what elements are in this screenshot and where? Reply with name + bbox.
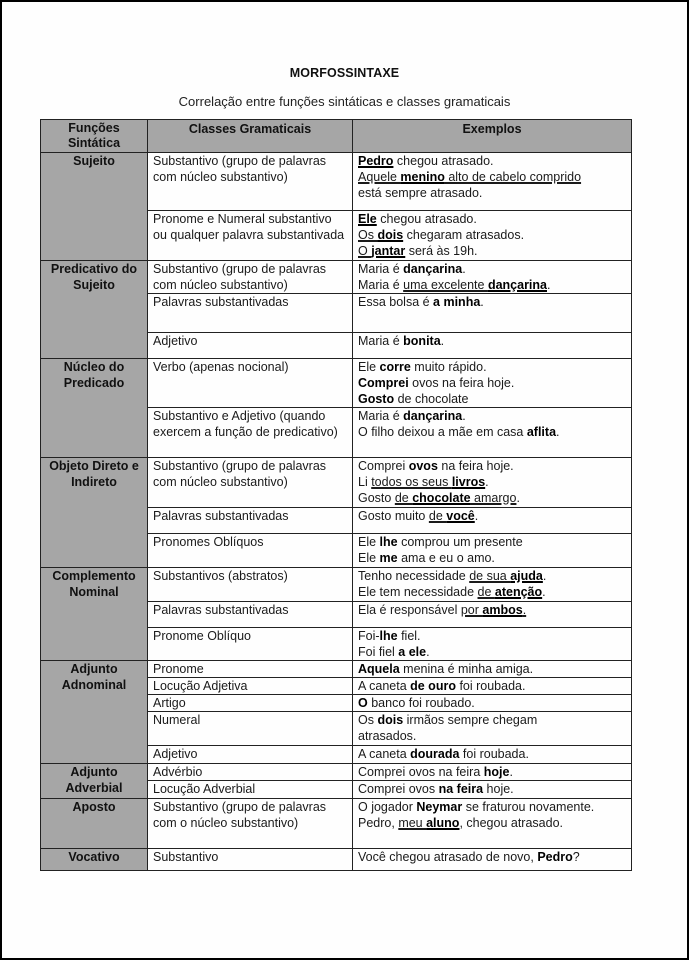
example-text: amargo xyxy=(470,491,517,505)
example-line xyxy=(358,602,626,618)
highlighted-term: lhe xyxy=(379,629,398,643)
example-line xyxy=(358,408,626,424)
highlighted-term: hoje xyxy=(483,765,510,779)
example-text: Tenho necessidade xyxy=(358,569,470,583)
class-cell: Pronomes Oblíquos xyxy=(148,534,353,568)
example-cell xyxy=(353,661,632,678)
class-cell: Numeral xyxy=(148,712,353,746)
example-line xyxy=(358,849,626,865)
example-text: Comprei xyxy=(358,459,409,473)
example-line xyxy=(358,534,626,550)
highlighted-term: lhe xyxy=(379,535,398,549)
class-cell: Substantivo (grupo de palavras com núcleo substantivo) xyxy=(148,153,353,211)
example-text: , chegou atrasado. xyxy=(459,816,563,830)
example-text: . xyxy=(547,278,551,292)
header-exemplos: Exemplos xyxy=(353,120,632,153)
example-line xyxy=(358,185,626,201)
example-cell xyxy=(353,294,632,333)
highlighted-term: bonita xyxy=(403,334,441,348)
example-cell xyxy=(353,458,632,508)
example-line xyxy=(358,169,626,185)
example-text: . xyxy=(542,569,547,583)
highlighted-term: atenção xyxy=(494,585,543,599)
function-cell: Predicativo do Sujeito xyxy=(41,261,148,359)
example-text: uma excelente xyxy=(403,278,488,292)
example-text: Li xyxy=(358,475,372,489)
example-text: Aquele xyxy=(358,170,401,184)
example-text: fiel. xyxy=(397,629,421,643)
example-text: Maria é xyxy=(358,262,404,276)
highlighted-term: Aquela xyxy=(358,662,400,676)
example-text: chegou atrasado. xyxy=(376,212,477,226)
example-cell xyxy=(353,746,632,764)
example-text: Ele xyxy=(358,360,380,374)
class-cell: Substantivo (grupo de palavras com núcleo substantivo) xyxy=(148,458,353,508)
example-text: banco foi roubado. xyxy=(367,696,475,710)
example-text: A caneta xyxy=(358,747,411,761)
example-line xyxy=(358,261,626,277)
morphosyntax-table xyxy=(40,119,632,871)
example-line xyxy=(358,424,626,440)
example-cell xyxy=(353,408,632,458)
example-line xyxy=(358,333,626,349)
example-text: chegou atrasado. xyxy=(393,154,494,168)
example-text: hoje. xyxy=(483,782,514,796)
class-cell: Palavras substantivadas xyxy=(148,508,353,534)
highlighted-term: livros xyxy=(451,475,486,489)
example-text: alto de cabelo comprido xyxy=(444,170,582,184)
example-text: por xyxy=(460,603,483,617)
header-classes: Classes Gramaticais xyxy=(148,120,353,153)
example-cell xyxy=(353,764,632,781)
example-line xyxy=(358,508,626,524)
example-text: será às 19h. xyxy=(405,244,478,258)
example-text: . xyxy=(462,262,466,276)
highlighted-term: aluno xyxy=(426,816,460,830)
example-text: Os xyxy=(358,228,378,242)
header-funcoes: Funções Sintática xyxy=(41,120,148,153)
example-line xyxy=(358,799,626,815)
example-text: muito rápido. xyxy=(410,360,487,374)
example-text: Você chegou atrasado de novo, xyxy=(358,850,538,864)
highlighted-term: aflita xyxy=(526,425,557,439)
example-cell xyxy=(353,534,632,568)
example-line xyxy=(358,568,626,584)
example-text: . xyxy=(516,491,520,505)
example-line xyxy=(358,490,626,506)
example-text: foi roubada. xyxy=(455,679,526,693)
table-row xyxy=(41,261,632,294)
example-text: Ela é responsável xyxy=(358,603,461,617)
example-text: Ele tem necessidade xyxy=(358,585,478,599)
example-line xyxy=(358,277,626,293)
highlighted-term: dourada xyxy=(410,747,460,761)
example-line xyxy=(358,474,626,490)
example-cell xyxy=(353,568,632,602)
example-cell xyxy=(353,628,632,661)
example-text: Essa bolsa é xyxy=(358,295,434,309)
class-cell: Palavras substantivadas xyxy=(148,602,353,628)
example-line xyxy=(358,764,626,780)
example-text: A caneta xyxy=(358,679,411,693)
class-cell: Substantivo (grupo de palavras com o núcleo substantivo) xyxy=(148,799,353,849)
example-line xyxy=(358,391,626,407)
example-text: . xyxy=(556,425,560,439)
table-row xyxy=(41,849,632,871)
example-cell xyxy=(353,211,632,261)
example-line xyxy=(358,458,626,474)
example-text: chegaram atrasados. xyxy=(403,228,525,242)
example-text: . xyxy=(485,475,489,489)
example-text: meu xyxy=(398,816,427,830)
example-text: menina é minha amiga. xyxy=(399,662,534,676)
example-cell xyxy=(353,695,632,712)
example-text: se fraturou novamente. xyxy=(462,800,595,814)
highlighted-term: dançarina xyxy=(403,262,463,276)
highlighted-term: Pedro xyxy=(358,154,394,168)
example-text: Ele xyxy=(358,551,380,565)
class-cell: Locução Adjetiva xyxy=(148,678,353,695)
example-text: Gosto muito xyxy=(358,509,429,523)
table-row xyxy=(41,153,632,211)
example-text: . xyxy=(480,295,484,309)
example-cell xyxy=(353,602,632,628)
highlighted-term: Gosto xyxy=(358,392,395,406)
example-line xyxy=(358,712,626,728)
example-text: Gosto xyxy=(358,491,395,505)
example-text: . xyxy=(474,509,479,523)
document-title: MORFOSSINTAXE xyxy=(289,66,400,80)
example-cell xyxy=(353,849,632,871)
example-line xyxy=(358,695,626,711)
example-line xyxy=(358,294,626,310)
example-line xyxy=(358,815,626,831)
function-cell: Complemento Nominal xyxy=(41,568,148,661)
example-text: foi roubada. xyxy=(459,747,529,761)
example-cell xyxy=(353,508,632,534)
class-cell: Verbo (apenas nocional) xyxy=(148,359,353,408)
class-cell: Substantivos (abstratos) xyxy=(148,568,353,602)
example-text: . xyxy=(440,334,445,348)
table-row xyxy=(41,799,632,849)
example-text: Comprei ovos na feira xyxy=(358,765,484,779)
highlighted-term: Comprei xyxy=(358,376,409,390)
function-cell: Vocativo xyxy=(41,849,148,871)
example-text: de xyxy=(477,585,495,599)
class-cell: Pronome Oblíquo xyxy=(148,628,353,661)
example-line xyxy=(358,375,626,391)
class-cell: Advérbio xyxy=(148,764,353,781)
example-text: de chocolate xyxy=(394,392,469,406)
highlighted-term: ovos xyxy=(408,459,438,473)
example-text: Pedro, xyxy=(358,816,399,830)
class-cell: Artigo xyxy=(148,695,353,712)
highlighted-term: O xyxy=(358,696,368,710)
example-text: . xyxy=(542,585,546,599)
highlighted-term: chocolate xyxy=(412,491,471,505)
highlighted-term: Pedro xyxy=(537,850,573,864)
example-line xyxy=(358,153,626,169)
example-text: de xyxy=(428,509,447,523)
example-line xyxy=(358,550,626,566)
highlighted-term: Ele xyxy=(358,212,377,226)
example-line xyxy=(358,661,626,677)
function-cell: Adjunto Adnominal xyxy=(41,661,148,764)
function-cell: Sujeito xyxy=(41,153,148,261)
example-line xyxy=(358,628,626,644)
highlighted-term: jantar xyxy=(371,244,406,258)
example-text: está sempre atrasado. xyxy=(358,186,483,200)
example-text: O filho deixou a mãe em casa xyxy=(358,425,527,439)
function-cell: Aposto xyxy=(41,799,148,849)
example-text: na feira hoje. xyxy=(437,459,514,473)
example-text: todos os seus xyxy=(371,475,452,489)
highlighted-term: menino xyxy=(400,170,445,184)
example-text: irmãos sempre chegam xyxy=(403,713,538,727)
example-line xyxy=(358,211,626,227)
example-text: . xyxy=(426,645,430,659)
example-line xyxy=(358,243,626,259)
example-cell xyxy=(353,712,632,746)
example-text: Comprei ovos xyxy=(358,782,439,796)
function-cell: Objeto Direto e Indireto xyxy=(41,458,148,568)
table-header-row xyxy=(41,120,632,153)
class-cell: Palavras substantivadas xyxy=(148,294,353,333)
example-text: atrasados. xyxy=(358,729,417,743)
example-text: Foi fiel xyxy=(358,645,399,659)
example-line xyxy=(358,644,626,660)
example-line xyxy=(358,359,626,375)
example-line xyxy=(358,746,626,762)
class-cell: Adjetivo xyxy=(148,333,353,359)
highlighted-term: dançarina xyxy=(487,278,547,292)
table-row xyxy=(41,458,632,508)
document-subtitle: Correlação entre funções sintáticas e classes gramaticais xyxy=(178,94,511,109)
example-text: de sua xyxy=(469,569,511,583)
class-cell: Pronome e Numeral substantivo ou qualquer palavra substantivada xyxy=(148,211,353,261)
example-cell xyxy=(353,153,632,211)
example-text: . xyxy=(509,765,513,779)
class-cell: Locução Adverbial xyxy=(148,781,353,799)
example-line xyxy=(358,584,626,600)
highlighted-term: a ele xyxy=(398,645,427,659)
example-cell xyxy=(353,359,632,408)
example-text: ama e eu o amo. xyxy=(397,551,495,565)
example-text: . xyxy=(522,603,527,617)
highlighted-term: de ouro xyxy=(410,679,456,693)
highlighted-term: dois xyxy=(377,228,404,242)
table-row xyxy=(41,661,632,678)
example-cell xyxy=(353,261,632,294)
example-text: ? xyxy=(572,850,580,864)
class-cell: Substantivo xyxy=(148,849,353,871)
table-row xyxy=(41,568,632,602)
example-line xyxy=(358,678,626,694)
highlighted-term: dois xyxy=(377,713,404,727)
function-cell: Adjunto Adverbial xyxy=(41,764,148,799)
function-cell: Núcleo do Predicado xyxy=(41,359,148,458)
example-text: de xyxy=(394,491,413,505)
example-line xyxy=(358,781,626,797)
example-text: O xyxy=(358,244,372,258)
table-row xyxy=(41,359,632,408)
example-cell xyxy=(353,781,632,799)
table-row xyxy=(41,764,632,781)
example-text: Maria é xyxy=(358,334,404,348)
highlighted-term: ambos xyxy=(482,603,523,617)
highlighted-term: na feira xyxy=(438,782,484,796)
example-text: O jogador xyxy=(358,800,417,814)
highlighted-term: corre xyxy=(379,360,411,374)
highlighted-term: dançarina xyxy=(403,409,463,423)
highlighted-term: você xyxy=(446,509,475,523)
example-text: comprou um presente xyxy=(397,535,523,549)
example-line xyxy=(358,728,626,744)
example-cell xyxy=(353,333,632,359)
highlighted-term: Neymar xyxy=(416,800,463,814)
example-line xyxy=(358,227,626,243)
table-body xyxy=(41,153,632,871)
example-text: Foi- xyxy=(358,629,380,643)
class-cell: Substantivo e Adjetivo (quando exercem a função de predicativo) xyxy=(148,408,353,458)
highlighted-term: me xyxy=(379,551,398,565)
example-text: Maria é xyxy=(358,278,404,292)
class-cell: Adjetivo xyxy=(148,746,353,764)
example-text: Os xyxy=(358,713,378,727)
example-cell xyxy=(353,678,632,695)
example-text: Maria é xyxy=(358,409,404,423)
example-cell xyxy=(353,799,632,849)
example-text: Ele xyxy=(358,535,380,549)
highlighted-term: ajuda xyxy=(510,569,543,583)
class-cell: Pronome xyxy=(148,661,353,678)
highlighted-term: a minha xyxy=(433,295,481,309)
class-cell: Substantivo (grupo de palavras com núcleo substantivo) xyxy=(148,261,353,294)
example-text: ovos na feira hoje. xyxy=(408,376,515,390)
example-text: . xyxy=(462,409,466,423)
